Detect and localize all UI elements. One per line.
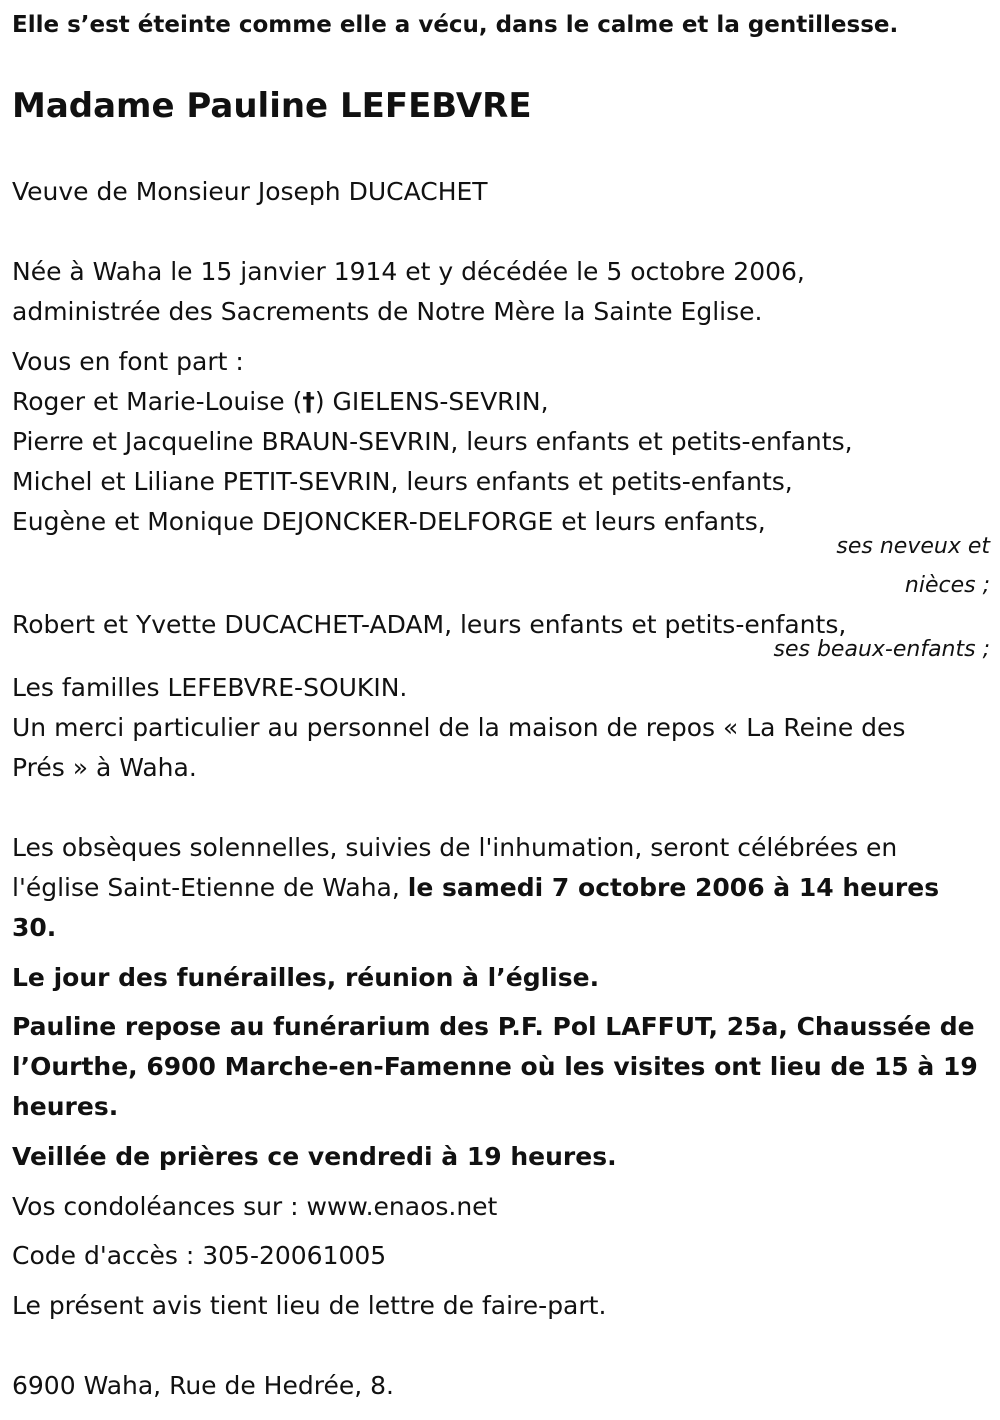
- sacraments-line: administrée des Sacrements de Notre Mère la Sainte Eglise.: [12, 297, 763, 326]
- ceremony-date: le samedi 7 octobre 2006 à 14 heures: [407, 873, 940, 902]
- family-line-2: Pierre et Jacqueline BRAUN-SEVRIN, leurs enfants et petits-enfants,: [12, 427, 853, 456]
- funeral-home-line-2: l’Ourthe, 6900 Marche-en-Famenne où les visites ont lieu de 15 à 19: [12, 1052, 978, 1081]
- birth-death-line: Née à Waha le 15 janvier 1914 et y décédée le 5 octobre 2006,: [12, 257, 805, 286]
- thanks-line-1: Un merci particulier au personnel de la maison de repos « La Reine des: [12, 713, 906, 742]
- address-line: 6900 Waha, Rue de Hedrée, 8.: [12, 1371, 394, 1400]
- ceremony-line-3: 30.: [12, 913, 57, 942]
- nephews-note-1: ses neveux et: [836, 534, 990, 559]
- ceremony-line-2: [12, 868, 939, 908]
- ceremony-line-1: Les obsèques solennelles, suivies de l'inhumation, seront célébrées en: [12, 833, 898, 862]
- gathering-line: Le jour des funérailles, réunion à l’église.: [12, 963, 600, 992]
- family-line-6: Les familles LEFEBVRE-SOUKIN.: [12, 673, 408, 702]
- cross-icon: †: [302, 387, 315, 416]
- vigil-line: Veillée de prières ce vendredi à 19 heures.: [12, 1142, 617, 1171]
- notice-line: Le présent avis tient lieu de lettre de faire-part.: [12, 1291, 607, 1320]
- funeral-home-line-3: heures.: [12, 1092, 119, 1121]
- condolences-line: Vos condoléances sur : www.enaos.net: [12, 1192, 498, 1221]
- family-line-3: Michel et Liliane PETIT-SEVRIN, leurs enfants et petits-enfants,: [12, 467, 793, 496]
- family-line-1-start: Roger et Marie-Louise (: [12, 387, 303, 416]
- family-line-4: Eugène et Monique DEJONCKER-DELFORGE et leurs enfants,: [12, 507, 766, 536]
- funeral-home-line-1: Pauline repose au funérarium des P.F. Pol LAFFUT, 25a, Chaussée de: [12, 1012, 975, 1041]
- step-children-note: ses beaux-enfants ;: [773, 637, 990, 662]
- ceremony-church: l'église Saint-Etienne de Waha,: [12, 873, 408, 902]
- family-line-5: Robert et Yvette DUCACHET-ADAM, leurs enfants et petits-enfants,: [12, 610, 847, 639]
- thanks-line-2: Prés » à Waha.: [12, 753, 197, 782]
- family-line-1: [12, 382, 549, 422]
- nephews-note-2: nièces ;: [904, 573, 990, 598]
- access-code-line: Code d'accès : 305-20061005: [12, 1241, 387, 1270]
- deceased-name: Madame Pauline LEFEBVRE: [12, 86, 532, 126]
- family-intro: Vous en font part :: [12, 347, 244, 376]
- family-line-1-end: ) GIELENS-SEVRIN,: [314, 387, 549, 416]
- widow-line: Veuve de Monsieur Joseph DUCACHET: [12, 177, 488, 206]
- tagline: Elle s’est éteinte comme elle a vécu, dans le calme et la gentillesse.: [12, 12, 899, 38]
